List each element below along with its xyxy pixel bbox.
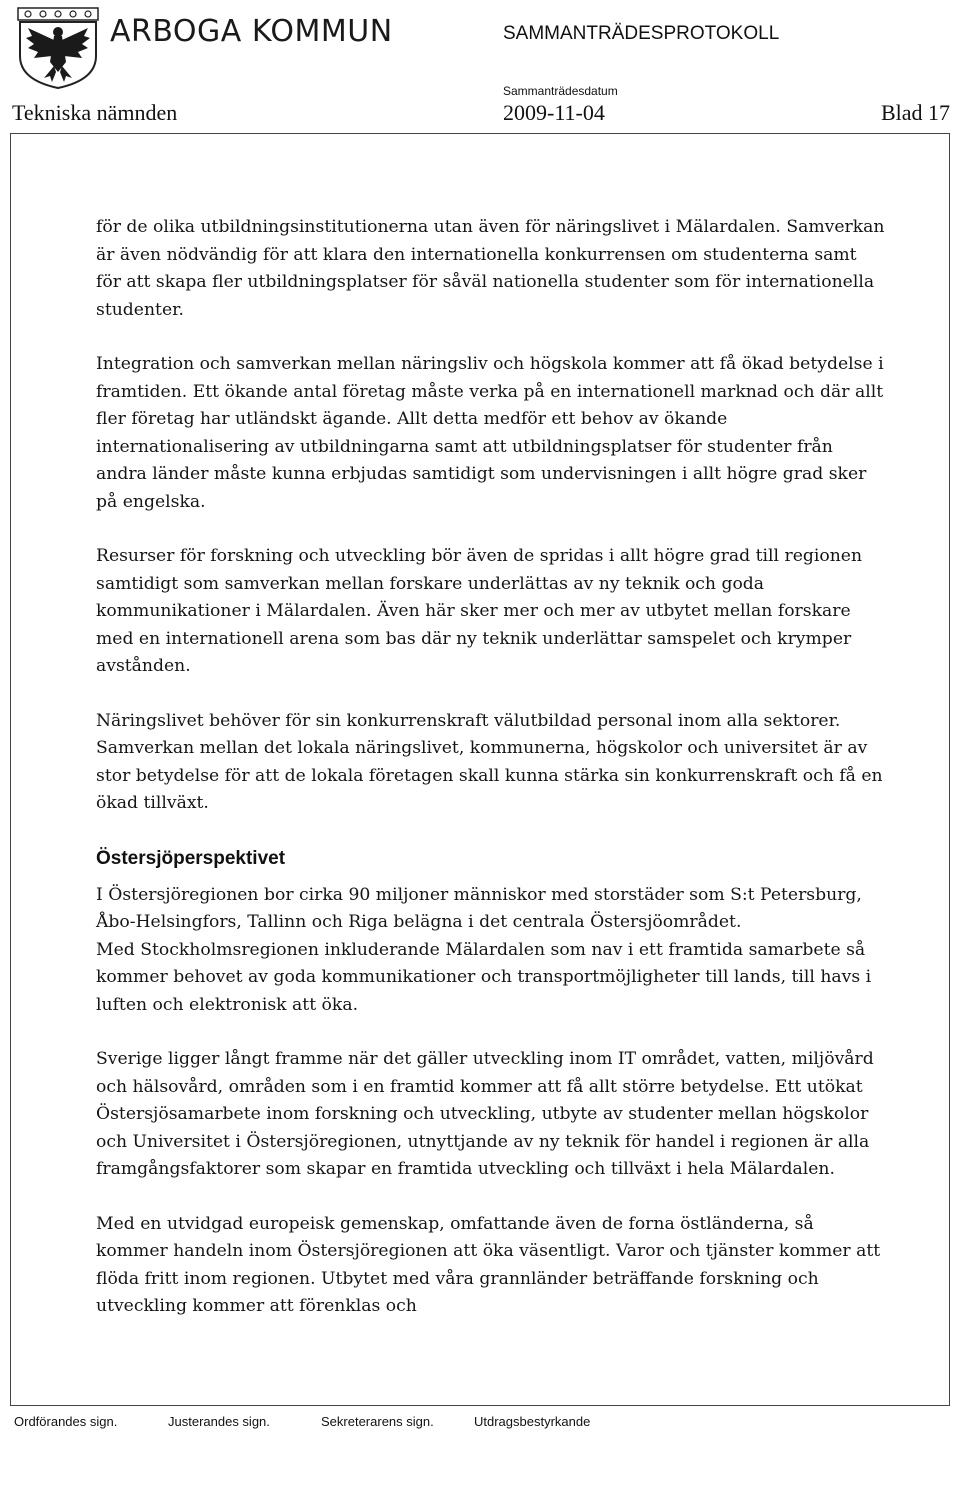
meeting-date-label: Sammanträdesdatum <box>503 84 618 98</box>
paragraph-1: för de olika utbildningsinstitutionerna utan även för näringslivet i Mälardalen. Samverkan är även nödvändig för att klara den internationella konkurrensen om studenterna samt för att skapa fler utbildningsplatser för såväl nationella studenter som för internationella studenter. <box>96 217 885 320</box>
meeting-date: 2009-11-04 <box>503 100 605 125</box>
adjuster-signature-label: Justerandes sign. <box>168 1414 270 1429</box>
committee-name: Tekniska nämnden <box>12 100 178 125</box>
secretary-signature-label: Sekreterarens sign. <box>321 1414 434 1429</box>
paragraph-3: Resurser för forskning och utveckling bör även de spridas i allt högre grad till regionen samtidigt som samverkan mellan forskare underlättas av ny teknik och goda kommunikationer i Mälardalen. Även här sker mer och mer av utbytet mellan forskare med en internationell arena som bas där ny teknik underlättar samspelet och krymper avstånden. <box>96 546 863 676</box>
chair-signature-label: Ordförandes sign. <box>14 1414 118 1429</box>
paragraph-8: Med en utvidgad europeisk gemenskap, omfattande även de forna östländerna, så kommer handeln inom Östersjöregionen att öka väsentligt. Varor och tjänster kommer att flöda fritt inom regionen. Utbytet med våra grannländer beträffande forskning och utveckling kommer att förenklas och <box>96 1213 881 1316</box>
signature-footer <box>0 1412 960 1434</box>
document-type: SAMMANTRÄDESPROTOKOLL <box>503 23 780 44</box>
brand-name: ARBOGA KOMMUN <box>110 14 393 49</box>
paragraph-7: Sverige ligger långt framme när det gäller utveckling inom IT området, vatten, miljövård och hälsovård, områden som i en framtid kommer att få allt större betydelse. Ett utökat Östersjösamarbete inom forskning och utveckling, utbyte av studenter mellan högskolor och Universitet i Östersjöregionen, utnyttjande av ny teknik för handel i regionen är alla framgångsfaktorer som skapar en framtida utveckling och tillväxt i hela Mälardalen. <box>96 1049 874 1179</box>
paragraph-4: Näringslivet behöver för sin konkurrenskraft välutbildad personal inom alla sektorer. Samverkan mellan det lokala näringslivet, kommunerna, högskolor och universitet är av stor betydelse för att de lokala företagen skall kunna stärka sin konkurrenskraft och få en ökad tillväxt. <box>96 710 883 813</box>
document-body <box>96 214 886 1321</box>
page-number: Blad 17 <box>880 100 950 125</box>
paragraph-6: Med Stockholmsregionen inkluderande Mälardalen som nav i ett framtida samarbete så kommer behovet av goda kommunikationer och transportmöjligheter till lands, till havs i luften och elektronisk att öka. <box>96 939 872 1015</box>
paragraph-2: Integration och samverkan mellan näringsliv och högskola kommer att få ökad betydelse i framtiden. Ett ökande antal företag måste verka på en internationell marknad och där allt fler företag har utländskt ägande. Allt detta medför ett behov av ökande internationalisering av utbildningarna samt att utbildningsplatser för studenter från andra länder måste kunna erbjudas samtidigt som undervisningen i allt högre grad sker på engelska. <box>96 354 884 512</box>
paragraph-5: I Östersjöregionen bor cirka 90 miljoner människor med storstäder som S:t Petersburg, Åbo-Helsingfors, Tallinn och Riga belägna i det centrala Östersjöområdet. <box>96 884 862 932</box>
coat-of-arms-eagle-icon <box>14 6 102 90</box>
extract-certification-label: Utdragsbestyrkande <box>474 1414 591 1429</box>
section-heading: Östersjöperspektivet <box>96 847 286 869</box>
